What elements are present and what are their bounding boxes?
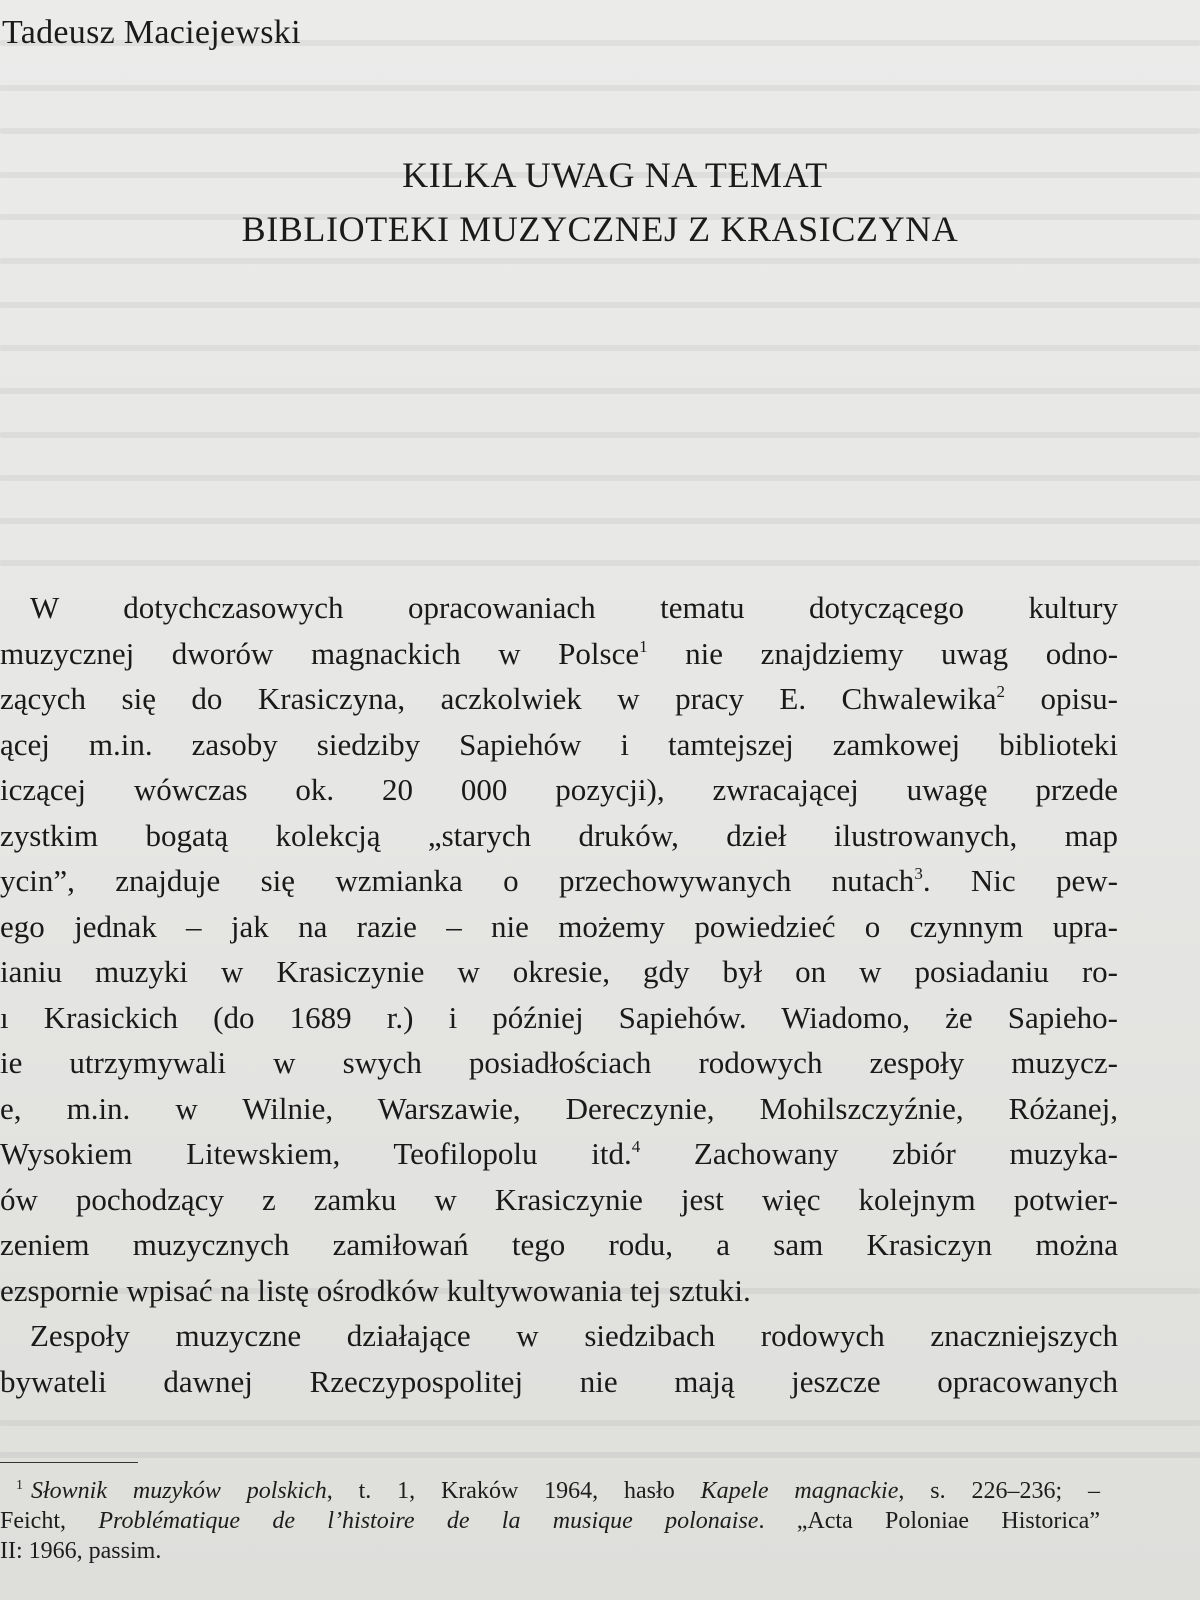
title-line-1: KILKA UWAG NA TEMAT	[402, 155, 828, 195]
body-line: ianiu muzyki w Krasiczynie w okresie, gdy był on w posiadaniu ro-	[0, 954, 1118, 989]
body-line: ezspornie wpisać na listę ośrodków kultywowania tej sztuki.	[0, 1272, 751, 1308]
running-header-author: Tadeusz Maciejewski	[2, 14, 301, 51]
footnote-1-line-1: $^1$ Słownik muzyków polskich, t. 1, Kraków 1964, hasło Kapele magnackie, s. 226–236; –	[16, 1478, 1100, 1504]
body-paragraphs	[0, 585, 1118, 1404]
body-line: e, m.in. w Wilnie, Warszawie, Dereczynie, Mohilszczyźnie, Różanej,	[0, 1090, 1118, 1126]
body-line: muzycznej dworów magnackich w Polsce$^1$ nie znajdziemy uwag odno-	[0, 635, 1118, 671]
footnote-ref[interactable]: 3	[914, 864, 923, 883]
footnote-1-line-3: II: 1966, passim.	[0, 1538, 162, 1564]
body-line: zeniem muzycznych zamiłowań tego rodu, a sam Krasiczyn można	[0, 1227, 1118, 1262]
footnotes	[0, 1476, 1100, 1566]
footnote-ref[interactable]: 2	[996, 682, 1006, 701]
body-line: ącej m.in. zasoby siedziby Sapiehów i tamtejszej zamkowej biblioteki	[0, 726, 1118, 762]
body-line: ie utrzymywali w swych posiadłościach rodowych zespoły muzycz-	[0, 1045, 1118, 1080]
body-line: ı Krasickich (do 1689 r.) i później Sapiehów. Wiadomo, że Sapieho-	[0, 999, 1118, 1035]
body-line: ycin”, znajduje się wzmianka o przechowywanych nutach$^3$. Nic pew-	[0, 863, 1118, 898]
body-line: zystkim bogatą kolekcją „starych druków, dzieł ilustrowanych, map	[0, 817, 1118, 853]
body-line: iczącej wówczas ok. 20 000 pozycji), zwracającej uwagę przede	[0, 772, 1118, 807]
body-line: W dotychczasowych opracowaniach tematu dotyczącego kultury	[30, 590, 1118, 625]
body-line: bywateli dawnej Rzeczypospolitej nie mają jeszcze opracowanych	[0, 1363, 1118, 1399]
body-line: Zespoły muzyczne działające w siedzibach rodowych znaczniejszych	[30, 1318, 1118, 1353]
body-line: ego jednak – jak na razie – nie możemy powiedzieć o czynnym upra-	[0, 908, 1118, 944]
footnote-ref[interactable]: 4	[631, 1137, 641, 1156]
footnote-1-line-2: Feicht, Problématique de l’histoire de la musique polonaise. „Acta Poloniae Historica”	[0, 1508, 1100, 1534]
article-title	[0, 148, 1200, 256]
footnote-ref[interactable]: 1	[639, 636, 648, 656]
title-line-2: BIBLIOTEKI MUZYCZNEJ Z KRASICZYNA	[241, 209, 959, 249]
body-line: zących się do Krasiczyna, aczkolwiek w pracy E. Chwalewika$^2$ opisu-	[0, 681, 1118, 716]
footnote-separator	[0, 1462, 138, 1463]
body-line: ów pochodzący z zamku w Krasiczynie jest więc kolejnym potwier-	[0, 1181, 1118, 1217]
body-line: Wysokiem Litewskiem, Teofilopolu itd.$^4$ Zachowany zbiór muzyka-	[0, 1136, 1118, 1171]
footnote-number: 1	[16, 1478, 23, 1493]
